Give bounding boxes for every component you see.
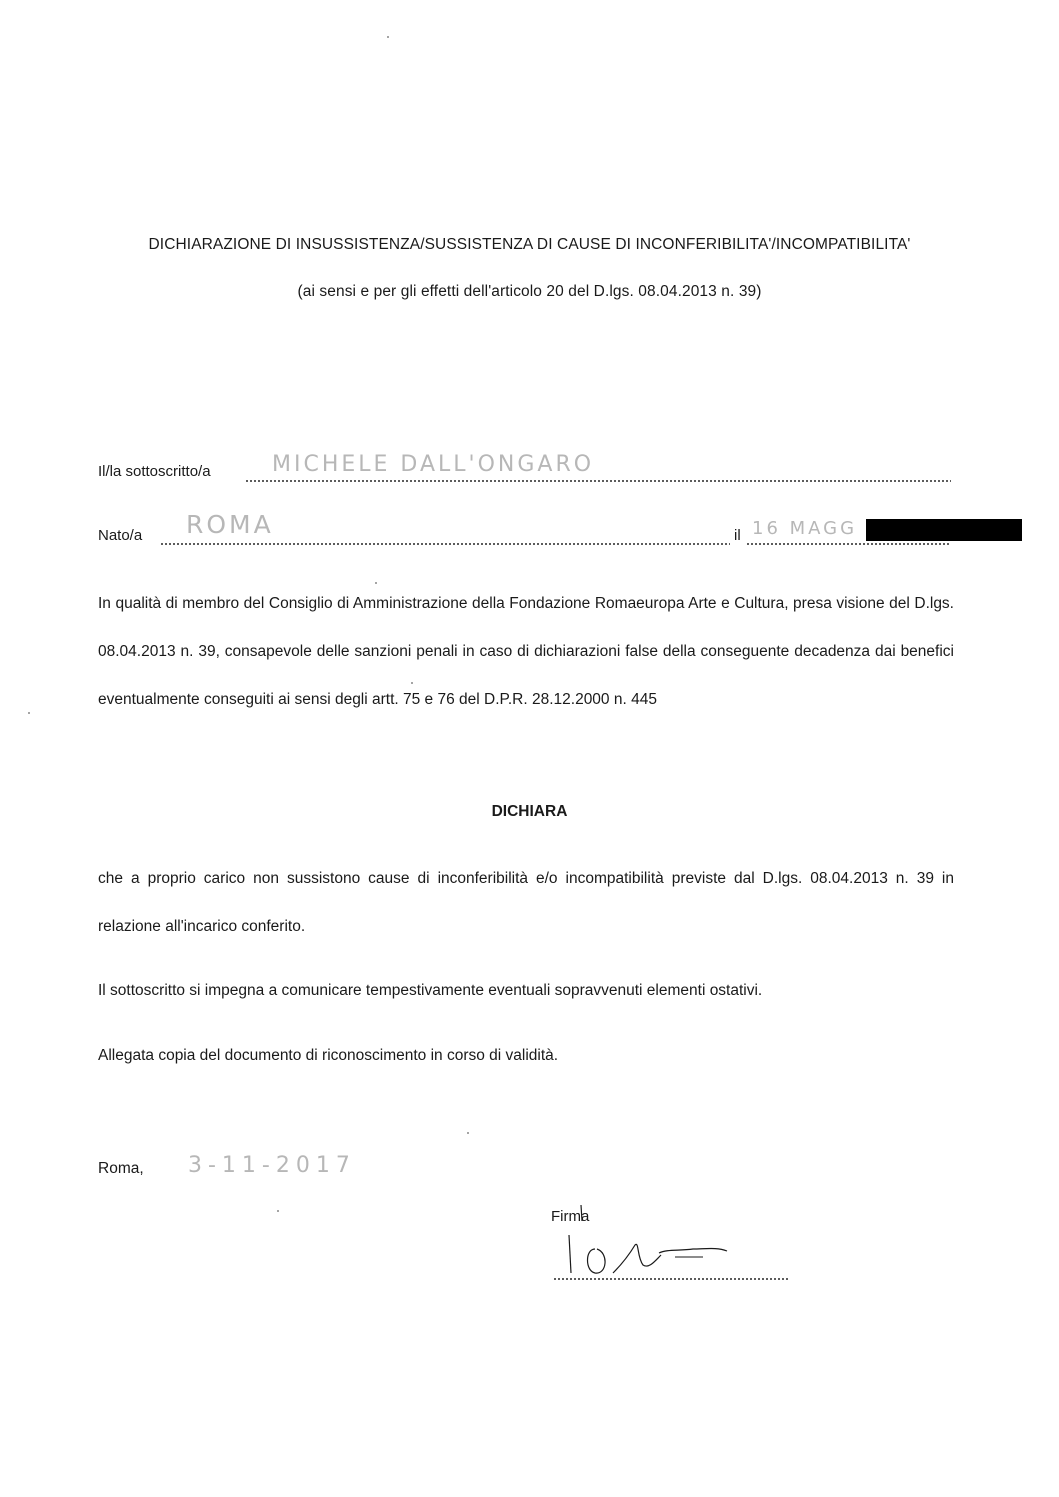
birthplace-label: Nato/a bbox=[98, 527, 143, 544]
scan-speck bbox=[277, 1210, 279, 1212]
name-label: Il/la sottoscritto/a bbox=[98, 463, 211, 480]
name-handwritten-value: MICHELE DALL'ONGARO bbox=[272, 452, 595, 477]
declaration-paragraph: che a proprio carico non sussistono cause di inconferibilità e/o incompatibilità previste dal D.lgs. 08.04.2013 n. 39 in relazione all'incarico conferito. bbox=[98, 870, 954, 935]
document-title: DICHIARAZIONE DI INSUSSISTENZA/SUSSISTENZA DI CAUSE DI INCONFERIBILITA'/INCOMPATIBILITA' bbox=[148, 236, 911, 253]
commitment-text: Il sottoscritto si impegna a comunicare tempestivamente eventuali sopravvenuti elementi ostativi. bbox=[98, 982, 763, 999]
scan-speck bbox=[411, 682, 413, 684]
handwritten-signature bbox=[555, 1205, 755, 1285]
birthdate-dotted-line bbox=[746, 543, 951, 545]
birthplace-handwritten-value: ROMA bbox=[186, 510, 274, 539]
scan-speck bbox=[387, 36, 389, 38]
birthdate-label: il bbox=[734, 527, 741, 544]
place-label: Roma, bbox=[98, 1160, 144, 1177]
document-subtitle: (ai sensi e per gli effetti dell'articolo 20 del D.lgs. 08.04.2013 n. 39) bbox=[297, 283, 762, 300]
signature-label: Firma bbox=[551, 1208, 590, 1225]
birthplace-dotted-line bbox=[160, 543, 730, 545]
attachment-note: Allegata copia del documento di riconoscimento in corso di validità. bbox=[98, 1047, 559, 1064]
redaction-bar bbox=[866, 519, 1022, 541]
scan-speck bbox=[375, 582, 377, 584]
declaration-heading: DICHIARA bbox=[491, 803, 568, 820]
name-dotted-line bbox=[245, 480, 951, 482]
scan-speck bbox=[467, 1132, 469, 1134]
birthdate-handwritten-value: 16 MAGG bbox=[752, 518, 858, 539]
scan-speck bbox=[28, 712, 30, 714]
handwritten-date: 3-11-2017 bbox=[188, 1153, 356, 1178]
intro-paragraph: In qualità di membro del Consiglio di Amministrazione della Fondazione Romaeuropa Arte e Cultura, presa visione del D.lgs. 08.04.2013 n. 39, consapevole delle sanzioni penali in caso di dichiarazioni false della conseguente decadenza dai benefici eventualmente conseguiti ai sensi degli artt. 75 e 76 del D.P.R. 28.12.2000 n. 445 bbox=[98, 595, 954, 708]
